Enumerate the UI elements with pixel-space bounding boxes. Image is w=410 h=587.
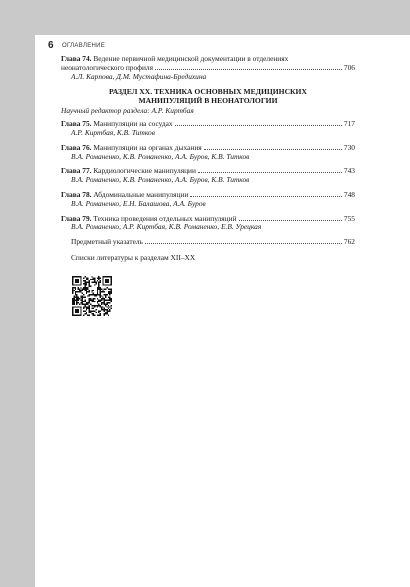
chapter-label: Глава 79.: [61, 213, 92, 223]
page-ref: 743: [343, 166, 355, 176]
toc-entry-chapter-74[interactable]: [61, 55, 355, 81]
page-number: 6: [48, 40, 54, 51]
chapter-title-continued: неонатологического профиля: [61, 62, 154, 72]
section-editor: Научный редактор раздела: А.Р. Киртбая: [61, 106, 194, 116]
page-ref: 762: [343, 237, 355, 247]
dot-leader: [239, 220, 342, 221]
toc-entry-chapter-77[interactable]: [61, 167, 355, 185]
chapter-authors: В.А. Романенко, Е.Н. Балашова, А.А. Буров: [71, 198, 206, 208]
chapter-title: Кардиологические манипуляции: [93, 166, 196, 176]
chapter-authors: В.А. Романенко, К.В. Романенко, А.А. Буров, К.В. Титков: [71, 151, 250, 161]
toc-entry-chapter-79[interactable]: [61, 215, 355, 233]
toc-entry-chapter-75[interactable]: [61, 120, 355, 138]
qr-code-icon: [72, 276, 112, 316]
chapter-title: Абдоминальные манипуляции: [93, 189, 189, 199]
top-margin-bar: [0, 0, 410, 35]
chapter-authors: А.Р. Киртбая, К.В. Титков: [71, 127, 155, 137]
chapter-title: Манипуляции на сосудах: [93, 119, 173, 129]
chapter-label: Глава 77.: [61, 166, 92, 176]
page-ref: 755: [343, 213, 355, 223]
toc-entry-references[interactable]: Списки литературы к разделам XII–XX: [71, 252, 196, 262]
chapter-label: Глава 75.: [61, 119, 92, 129]
dot-leader: [175, 125, 342, 126]
section-title: РАЗДЕЛ XX. ТЕХНИКА ОСНОВНЫХ МЕДИЦИНСКИХ МАНИПУЛЯЦИЙ В НЕОНАТОЛОГИИ: [109, 87, 307, 106]
page-ref: 730: [343, 142, 355, 152]
page-ref: 717: [343, 119, 355, 129]
chapter-label: Глава 76.: [61, 142, 92, 152]
dot-leader: [198, 172, 342, 173]
chapter-label: Глава 74.: [61, 54, 92, 63]
toc-entry-chapter-78[interactable]: [61, 191, 355, 209]
running-head: ОГЛАВЛЕНИЕ: [62, 43, 106, 49]
page-ref: 748: [343, 189, 355, 199]
table-of-contents: [61, 55, 355, 270]
chapter-authors: В.А. Романенко, К.В. Романенко, А.А. Буров, К.В. Титков: [71, 175, 250, 185]
chapter-authors: В.А. Романенко, А.Р. Киртбая, К.В. Романенко, Е.В. Урецкая: [71, 222, 262, 232]
chapter-authors: А.Л. Карпова, Д.М. Мустафина-Бредихина: [71, 71, 207, 81]
left-margin-bar: [0, 35, 35, 587]
dot-leader: [155, 69, 342, 70]
chapter-title: Ведение первичной медицинской документации в отделениях: [93, 54, 289, 63]
index-title: Предметный указатель: [71, 237, 143, 247]
chapter-title: Техника проведения отдельных манипуляций: [93, 213, 237, 223]
page-ref: 706: [343, 62, 355, 72]
chapter-label: Глава 78.: [61, 189, 92, 199]
chapter-title: Манипуляции на органах дыхания: [93, 142, 202, 152]
dot-leader: [204, 149, 342, 150]
dot-leader: [190, 196, 342, 197]
toc-entry-chapter-76[interactable]: [61, 144, 355, 162]
toc-entry-index[interactable]: [71, 238, 355, 247]
dot-leader: [145, 243, 342, 244]
